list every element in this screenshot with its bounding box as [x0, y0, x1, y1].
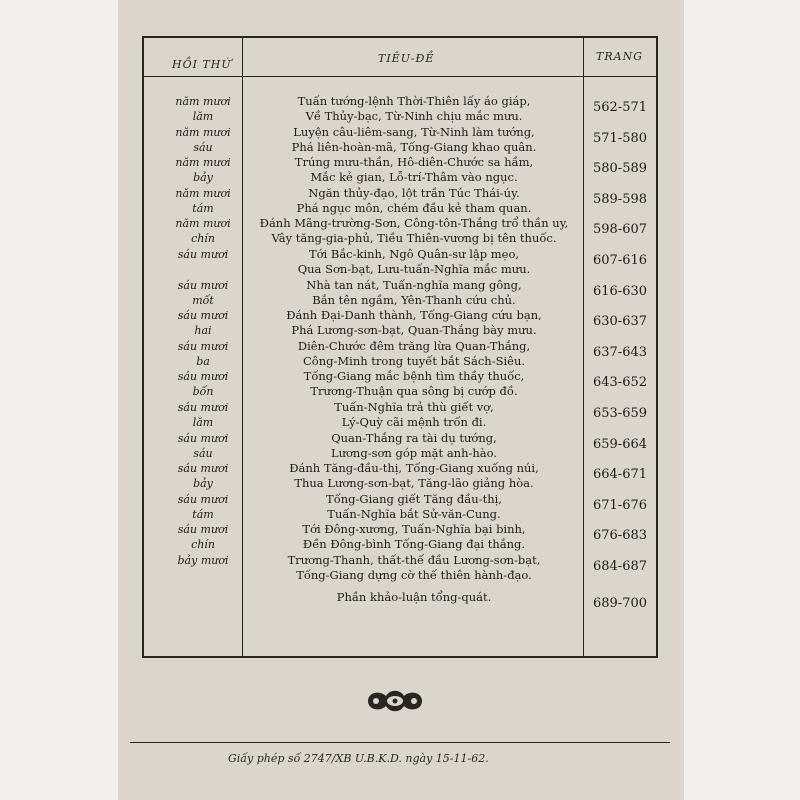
chapter-title-line: Phá Lương-sơn-bạt, Quan-Thắng bày mưu.: [291, 323, 537, 338]
chapter-title-line: Bắn tên ngầm, Yên-Thanh cứu chủ.: [312, 292, 516, 307]
chapter-title: [246, 155, 582, 185]
chapter-title-line: Tới Đông-xương, Tuấn-Nghĩa bại binh,: [302, 522, 526, 537]
chapter-title-line: Tống-Giang mắc bệnh tìm thầy thuốc,: [303, 369, 525, 384]
chapter-number-line: hai: [194, 324, 212, 338]
chapter-title-line: Đánh Đại-Danh thành, Tống-Giang cứu bạn,: [286, 308, 542, 323]
chapter-title-line: Qua Sơn-bạt, Lưu-tuấn-Nghĩa mắc mưu.: [297, 262, 531, 276]
chapter-title-line: Mắc kẻ gian, Lỗ-trí-Thâm vào ngục.: [310, 170, 518, 185]
chapter-title: [246, 308, 582, 338]
chapter-title: [246, 590, 582, 620]
chapter-number-line: sáu mươi: [177, 309, 229, 323]
chapter-title-line: [246, 605, 582, 620]
page-range: 643-652: [592, 375, 648, 391]
chapter-number: [165, 492, 241, 522]
chapter-number-line: [165, 262, 241, 277]
page-range: 580-589: [592, 161, 648, 177]
chapter-number: [165, 186, 241, 216]
chapter-number-line: sáu mươi: [177, 431, 229, 445]
chapter-title: [246, 492, 582, 522]
chapter-title-line: Tới Bắc-kinh, Ngô Quân-sư lập mẹo,: [308, 247, 520, 261]
header-rule-left: [168, 76, 242, 77]
page-range: 684-687: [592, 559, 648, 574]
chapter-number: [165, 522, 241, 552]
chapter-title-line: Vây tăng-gia-phủ, Tiều Thiên-vương bị tên thuốc.: [271, 231, 557, 246]
chapter-number: [165, 308, 241, 338]
chapter-title: [246, 278, 582, 308]
chapter-number: [165, 125, 241, 155]
chapter-title: [246, 247, 582, 277]
chapter-title-line: Công-Minh trong tuyết bắt Sách-Siêu.: [302, 353, 526, 368]
chapter-number-line: [165, 568, 241, 583]
chapter-number-line: sáu mươi: [177, 401, 229, 414]
chapter-title-line: Diên-Chước đêm trăng lừa Quan-Thắng,: [297, 338, 531, 353]
chapter-title-line: Trương-Thuận qua sông bị cướp đồ.: [310, 384, 518, 399]
chapter-title: [246, 553, 582, 583]
chapter-title: [246, 431, 582, 461]
chapter-number-line: tám: [192, 201, 214, 215]
chapter-number-line: sáu mươi: [177, 339, 229, 353]
chapter-title-line: Về Thủy-bạc, Từ-Ninh chịu mắc mưu.: [305, 109, 523, 123]
chapter-number: [165, 553, 241, 583]
chapter-title-line: Tuấn-Nghĩa trả thù giết vợ,: [334, 400, 494, 414]
chapter-title-line: Tống-Giang giết Tăng đầu-thị,: [326, 491, 502, 506]
page-range: 653-659: [592, 406, 648, 421]
chapter-title: [246, 369, 582, 399]
chapter-title-line: Tuấn-Nghĩa bắt Sử-văn-Cung.: [327, 506, 501, 521]
page-range: 589-598: [592, 191, 648, 207]
chapter-number: [165, 590, 241, 620]
header-chapter: HỒI THỨ: [172, 58, 232, 71]
decorative-ornament-icon: [360, 686, 430, 716]
header-title: TIÊU-ĐỀ: [378, 52, 435, 65]
chapter-title-line: Tuấn tướng-lệnh Thời-Thiên lấy áo giáp,: [297, 94, 531, 108]
chapter-number: [165, 431, 241, 461]
chapter-title-line: Ngăn thủy-đạo, lột trần Túc Thái-úy.: [308, 185, 520, 200]
page-range: 671-676: [592, 497, 648, 513]
chapter-number-line: năm mươi: [175, 156, 231, 170]
chapter-number-line: sáu mươi: [177, 523, 229, 537]
chapter-title: [246, 94, 582, 124]
page-range: 659-664: [592, 436, 648, 452]
footer-rule: [130, 742, 670, 743]
chapter-title-line: Tống-Giang dựng cờ thế thiên hành-đạo.: [296, 568, 532, 582]
chapter-number: [165, 94, 241, 124]
chapter-number-line: tám: [192, 507, 214, 521]
chapter-number-line: ba: [196, 354, 210, 368]
publishing-permit: Giấy phép số 2747/XB U.B.K.D. ngày 15-11-62.: [228, 752, 489, 765]
chapter-number: [165, 369, 241, 399]
chapter-number: [165, 247, 241, 277]
chapter-title-line: Quan-Thắng ra tài dụ tướng,: [331, 430, 497, 445]
chapter-title: [246, 339, 582, 369]
chapter-title-line: Đánh Tăng-đầu-thị, Tống-Giang xuống núi,: [289, 461, 539, 476]
chapter-number-line: sáu mươi: [177, 370, 229, 384]
page-range: 562-571: [592, 100, 648, 115]
chapter-title-line: Đền Đông-bình Tống-Giang đại thắng.: [302, 537, 526, 552]
chapter-number: [165, 400, 241, 430]
chapter-number-line: sáu mươi: [177, 248, 229, 261]
page-range: 630-637: [592, 314, 648, 330]
chapter-title: [246, 125, 582, 155]
chapter-title-line: Phần khảo-luận tổng-quát.: [336, 589, 492, 604]
chapter-number-line: bảy: [193, 477, 213, 491]
column-divider-left: [242, 38, 243, 656]
chapter-number-line: năm mươi: [175, 186, 231, 200]
chapter-title: [246, 400, 582, 430]
chapter-title: [246, 216, 582, 246]
page-range: 676-683: [592, 528, 648, 544]
chapter-number-line: sáu mươi: [177, 492, 229, 506]
page-range: 607-616: [592, 253, 648, 268]
chapter-number-line: [165, 590, 241, 605]
page-range: 664-671: [592, 467, 648, 483]
chapter-title-line: Phá ngục môn, chém đầu kẻ tham quan.: [296, 200, 532, 215]
page-range: 616-630: [592, 283, 648, 299]
chapter-number-line: [165, 605, 241, 620]
chapter-number: [165, 216, 241, 246]
chapter-title-line: Đánh Mãng-trường-Sơn, Công-tôn-Thắng trổ thần uy,: [259, 216, 569, 231]
chapter-number-line: sáu: [193, 446, 213, 460]
chapter-number-line: chín: [191, 538, 215, 552]
chapter-title-line: Trúng mưu-thần, Hô-diên-Chước sa hầm,: [294, 155, 534, 170]
chapter-number: [165, 155, 241, 185]
chapter-title-line: Phá liên-hoàn-mã, Tống-Giang khao quân.: [291, 139, 537, 154]
chapter-number-line: lăm: [192, 110, 214, 123]
header-pages: TRANG: [596, 50, 643, 63]
chapter-number-line: sáu mươi: [177, 462, 229, 476]
chapter-title-line: Lý-Quỳ cãi mệnh trốn đi.: [341, 415, 487, 429]
chapter-title: [246, 186, 582, 216]
chapter-number-line: mốt: [192, 293, 214, 307]
page-range: 689-700: [592, 595, 648, 611]
chapter-title: [246, 461, 582, 491]
chapter-title-line: Lương-sơn góp mặt anh-hào.: [330, 445, 498, 460]
chapter-number: [165, 461, 241, 491]
chapter-number-line: sáu: [193, 140, 213, 154]
chapter-title-line: Thua Lương-sơn-bạt, Tăng-lão giảng hòa.: [294, 476, 534, 491]
page-range: 637-643: [592, 344, 648, 360]
chapter-title-line: Nhà tan nát, Tuấn-nghĩa mang gông,: [306, 277, 522, 292]
chapter-title: [246, 522, 582, 552]
chapter-number: [165, 339, 241, 369]
page-range: 571-580: [592, 130, 648, 146]
chapter-number-line: năm mươi: [175, 125, 231, 139]
chapter-number-line: sáu mươi: [177, 278, 229, 292]
chapter-number-line: chín: [191, 232, 215, 246]
chapter-number: [165, 278, 241, 308]
chapter-title-line: Trương-Thanh, thất-thế đầu Lương-sơn-bạt,: [287, 553, 541, 567]
chapter-number-line: bốn: [192, 385, 214, 399]
column-divider-right: [583, 38, 584, 656]
chapter-title-line: Luyện câu-liêm-sang, Từ-Ninh làm tướng,: [293, 124, 535, 139]
chapter-number-line: lăm: [192, 416, 214, 429]
chapter-number-line: bảy: [193, 171, 213, 185]
chapter-number-line: năm mươi: [175, 217, 231, 231]
chapter-number-line: năm mươi: [175, 95, 231, 108]
chapter-number-line: bảy mươi: [177, 554, 229, 567]
page-range: 598-607: [592, 222, 648, 238]
